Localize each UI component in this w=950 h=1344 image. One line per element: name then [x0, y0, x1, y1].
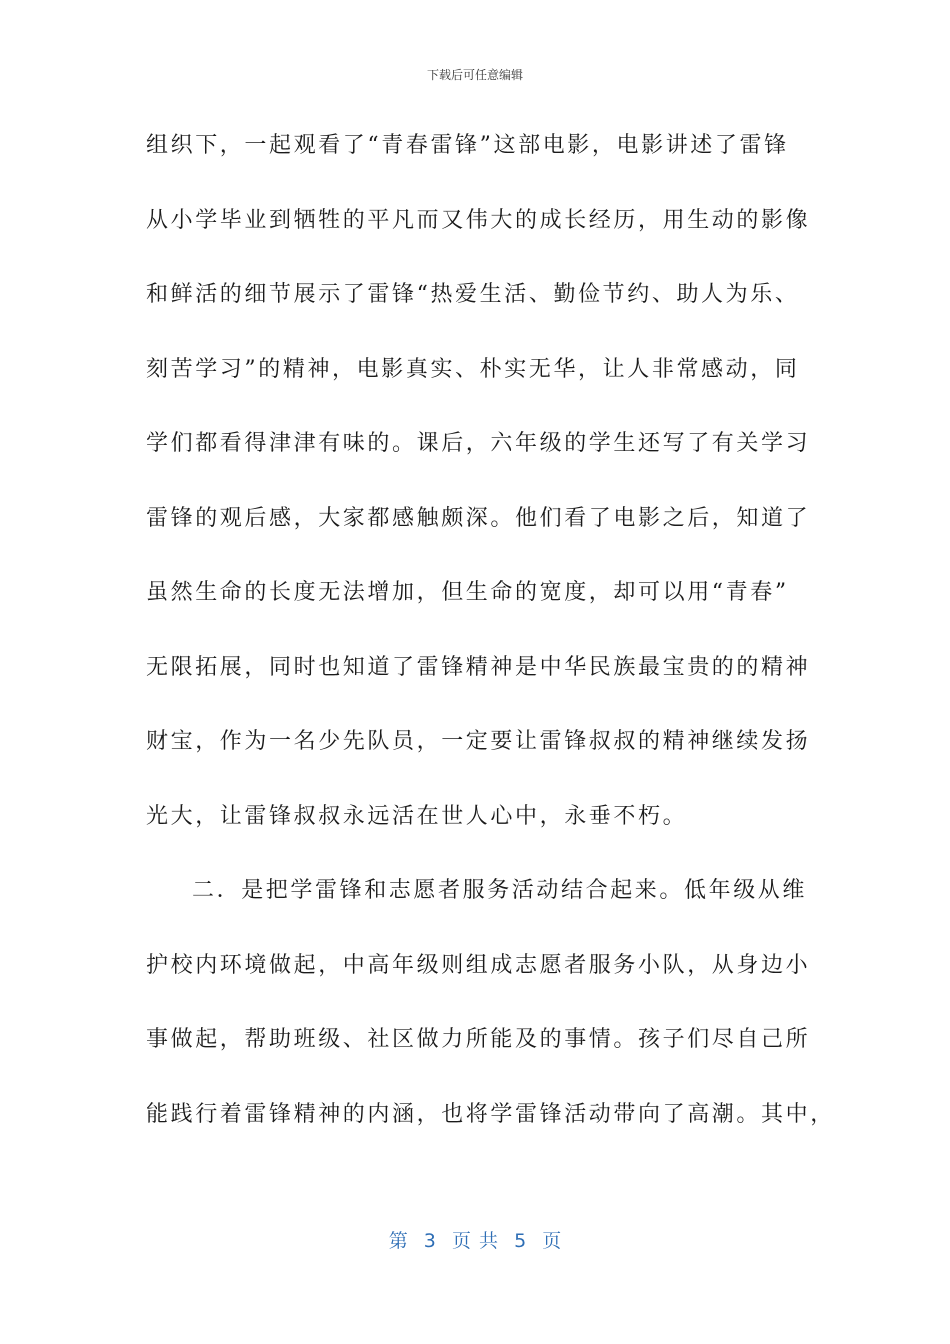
page-header: 下载后可任意编辑 [426, 68, 523, 82]
body-line: 无限拓展，同时也知道了雷锋精神是中华民族最宝贵的的精神 [146, 654, 811, 680]
body-line: 雷锋的观后感，大家都感触颇深。他们看了电影之后，知道了 [146, 505, 811, 531]
body-line: 从小学毕业到牺牲的平凡而又伟大的成长经历，用生动的影像 [146, 207, 811, 233]
body-line: 财宝，作为一名少先队员，一定要让雷锋叔叔的精神继续发扬 [146, 729, 811, 754]
body-line: 虽然生命的长度无法增加，但生命的宽度，却可以用“青春” [146, 580, 789, 605]
page-number-text: 第 3 页 共 5 页 [388, 1230, 562, 1252]
body-line: 组织下，一起观看了“青春雷锋”这部电影，电影讲述了雷锋 [146, 133, 789, 158]
body-line: 学们都看得津津有味的。课后，六年级的学生还写了有关学习 [146, 431, 811, 456]
body-line: 和鲜活的细节展示了雷锋“热爱生活、勤俭节约、助人为乐、 [146, 282, 800, 307]
body-line: 刻苦学习”的精神，电影真实、朴实无华，让人非常感动，同 [146, 356, 800, 382]
document-body [146, 128, 835, 1171]
body-line: 护校内环境做起，中高年级则组成志愿者服务小队，从身边小 [146, 952, 811, 978]
paragraph-start-line: 二．是把学雷锋和志愿者服务活动结合起来。低年级从维 [192, 878, 808, 903]
body-line: 光大，让雷锋叔叔永远活在世人心中，永垂不朽。 [146, 803, 688, 829]
body-line: 事做起，帮助班级、社区做力所能及的事情。孩子们尽自己所 [146, 1027, 811, 1052]
body-line: 能践行着雷锋精神的内涵，也将学雷锋活动带向了高潮。其中， [146, 1101, 835, 1127]
page-number-footer [0, 1226, 950, 1253]
